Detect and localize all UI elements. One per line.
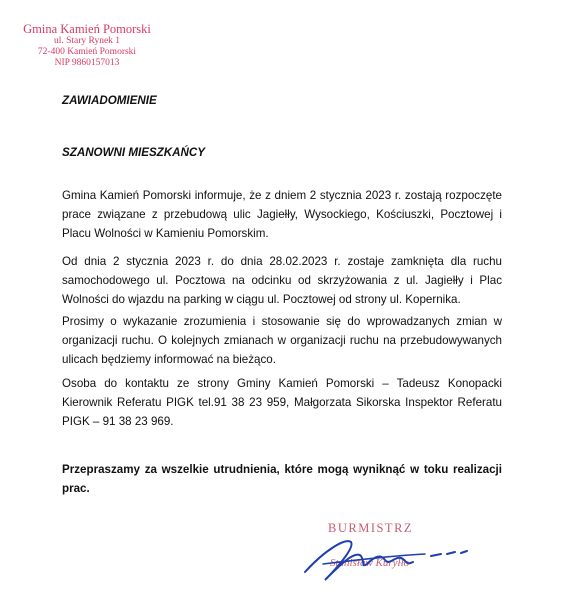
issuer-stamp (12, 22, 162, 69)
stamp-line-municipality: Gmina Kamień Pomorski (23, 22, 151, 36)
paragraph-request: Prosimy o wykazanie zrozumienia i stosowanie się do wprowadzanych zmian w organizacji ruchu. O kolejnych zmianach w organizacji ruchu na przebudowywanych ulicach będziemy informować na bieżąco. (62, 315, 502, 366)
document-title: ZAWIADOMIENIE (62, 94, 157, 107)
salutation: SZANOWNI MIESZKAŃCY (62, 146, 205, 159)
paragraph-road-closure: Od dnia 2 stycznia 2023 r. do dnia 28.02.2023 r. zostaje zamknięta dla ruchu samochodowego ul. Pocztowa na odcinku od skrzyżowania z ul. Jagiełły i Plac Wolności do wjazdu na parking w ciągu ul. Pocztowej od strony ul. Kopernika. (62, 255, 502, 306)
paragraph-contact: Osoba do kontaktu ze strony Gminy Kamień Pomorski – Tadeusz Konopacki Kierownik Referatu PIGK tel.91 38 23 959, Małgorzata Sikorska Inspektor Referatu PIGK – 91 38 23 969. (62, 377, 502, 428)
mayor-stamp-name: Stanisław Kuryłło (330, 557, 410, 569)
handwritten-signature (295, 520, 475, 590)
closing-apology: Przepraszamy za wszelkie utrudnienia, które mogą wyniknąć w toku realizacji prac. (62, 463, 502, 495)
stamp-line-city: 72-400 Kamień Pomorski (37, 47, 137, 58)
stamp-line-street: ul. Stary Rynek 1 (53, 36, 121, 47)
paragraph-intro: Gmina Kamień Pomorski informuje, że z dniem 2 stycznia 2023 r. zostają rozpoczęte prace związane z przebudową ulic Jagiełły, Wysockiego, Kościuszki, Pocztowej i Placu Wolności w Kamieniu Pomorskim. (62, 189, 502, 240)
stamp-line-nip: NIP 9860157013 (54, 58, 120, 69)
mayor-stamp-title: BURMISTRZ (328, 521, 414, 535)
